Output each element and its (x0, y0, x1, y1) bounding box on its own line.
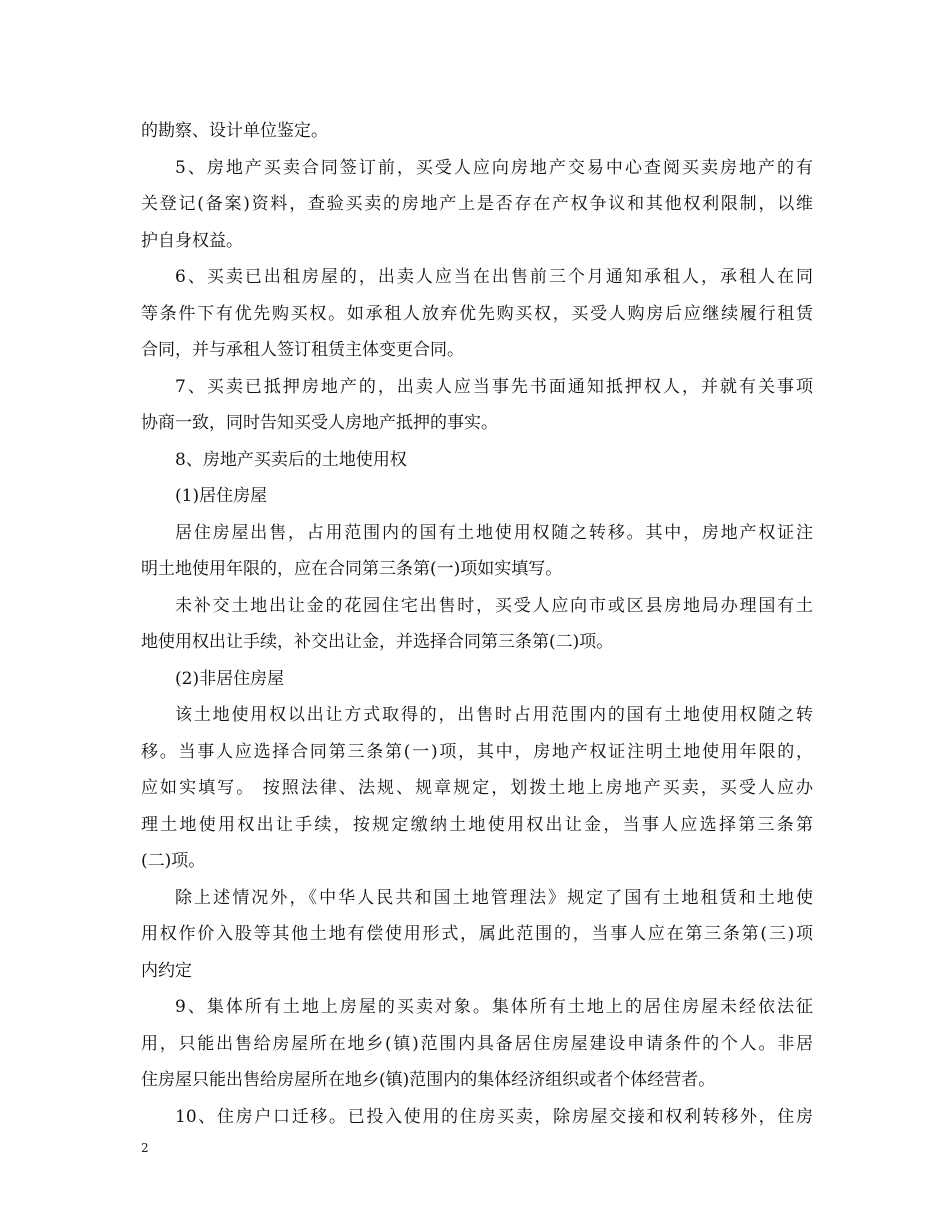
text-line: 明土地使用年限的，应在合同第三条第(一)项如实填写。 (141, 559, 563, 579)
text-line: 移。当事人应选择合同第三条第(一)项，其中，房地产权证注明土地使用年限的， (141, 741, 813, 762)
text-line: 等条件下有优先购买权。如承租人放弃优先购买权，买受人购房后应继续履行租赁 (141, 303, 813, 324)
text-line: 5、房地产买卖合同签订前，买受人应向房地产交易中心查阅买卖房地产的有 (175, 157, 813, 178)
text-line: 合同，并与承租人签订租赁主体变更合同。 (141, 340, 464, 360)
text-line: 该土地使用权以出让方式取得的，出售时占用范围内的国有土地使用权随之转 (175, 705, 813, 725)
section-heading: 8、房地产买卖后的土地使用权 (175, 449, 407, 470)
text-line: 6、买卖已出租房屋的，出卖人应当在出售前三个月通知承租人，承租人在同 (175, 267, 813, 287)
text-line: (二)项。 (141, 851, 206, 871)
text-line: 居住房屋出售，占用范围内的国有土地使用权随之转移。其中，房地产权证注 (175, 522, 813, 543)
text-line: 10、住房户口迁移。已投入使用的住房买卖，除房屋交接和权利转移外，住房 (175, 1106, 813, 1127)
text-line: 未补交土地出让金的花园住宅出售时，买受人应向市或区县房地局办理国有土 (175, 595, 813, 616)
text-line: 护自身权益。 (141, 230, 243, 251)
text-line: 理土地使用权出让手续，按规定缴纳土地使用权出让金，当事人应选择第三条第 (141, 814, 813, 835)
page-number: 2 (141, 1141, 149, 1155)
text-line: 住房屋只能出售给房屋所在地乡(镇)范围内的集体经济组织或者个体经营者。 (141, 1070, 716, 1090)
subsection-heading: (2)非居住房屋 (175, 668, 285, 689)
text-line: 9、集体所有土地上房屋的买卖对象。集体所有土地上的居住房屋未经依法征 (175, 997, 813, 1017)
text-line: 内约定 (141, 960, 192, 981)
text-line: 除上述情况外，《中华人民共和国土地管理法》规定了国有土地租赁和土地使 (175, 887, 813, 908)
text-line: 地使用权出让手续，补交出让金，并选择合同第三条第(二)项。 (141, 632, 614, 652)
text-line: 用，只能出售给房屋所在地乡(镇)范围内具备居住房屋建设申请条件的个人。非居 (141, 1033, 813, 1054)
document-body (141, 113, 813, 1135)
text-line: 应如实填写。 按照法律、法规、规章规定，划拨土地上房地产买卖，买受人应办 (141, 778, 813, 798)
text-line: 关登记(备案)资料，查验买卖的房地产上是否存在产权争议和其他权利限制，以维 (141, 194, 813, 214)
text-line: 7、买卖已抵押房地产的，出卖人应当事先书面通知抵押权人，并就有关事项 (175, 376, 813, 397)
text-line: 用权作价入股等其他土地有偿使用形式，属此范围的，当事人应在第三条第(三)项 (141, 924, 813, 944)
text-line: 协商一致，同时告知买受人房地产抵押的事实。 (141, 413, 498, 433)
subsection-heading: (1)居住房屋 (175, 486, 268, 506)
text-line: 的勘察、设计单位鉴定。 (141, 121, 328, 141)
